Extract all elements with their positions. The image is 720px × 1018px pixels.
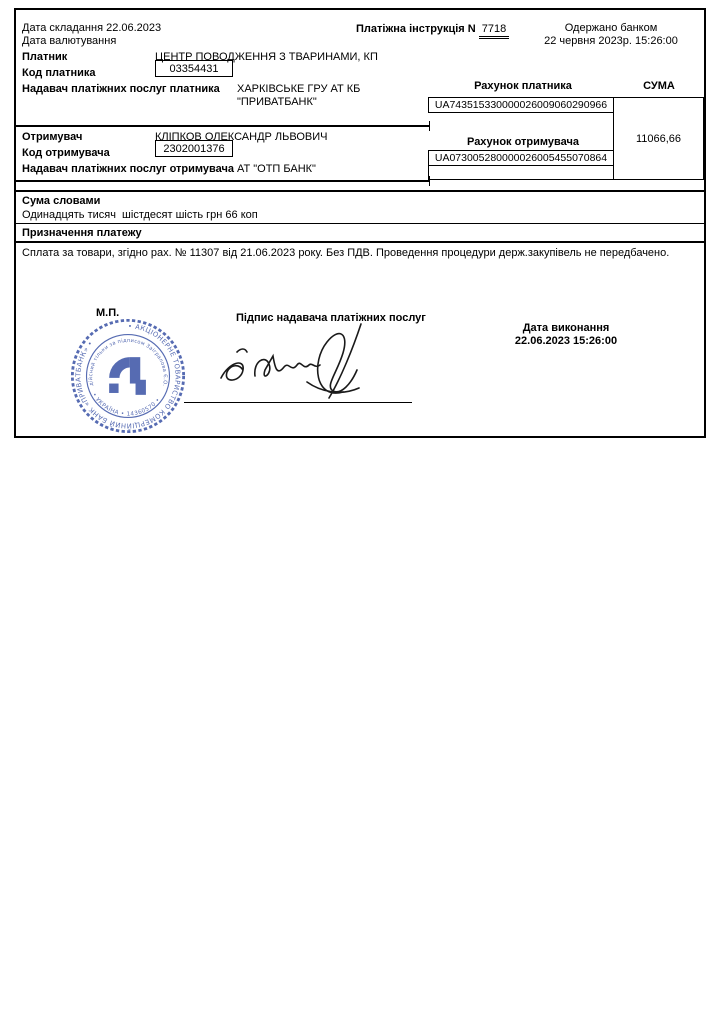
doc-title: Платіжна інструкція N xyxy=(356,23,476,35)
line-below-words xyxy=(16,223,704,224)
recipient-account-box xyxy=(428,150,614,166)
sum-words-label: Сума словами xyxy=(22,195,101,207)
signature-label: Підпис надавача платіжних послуг xyxy=(236,312,426,324)
payment-instruction-document xyxy=(14,8,706,438)
payer-code: 03354431 xyxy=(169,62,219,75)
divider-payer-recipient xyxy=(16,125,430,127)
recipient-bank-label: Надавач платіжних послуг отримувача xyxy=(22,163,234,175)
recipient-name: КЛІПКОВ ОЛЕКСАНДР ЛЬВОВИЧ xyxy=(155,131,328,143)
date-created: Дата складання 22.06.2023 xyxy=(22,22,162,34)
payer-account: UA743515330000026009060290966 xyxy=(434,99,608,111)
payer-code-label: Код платника xyxy=(22,67,96,79)
date-valuation: Дата валютування xyxy=(22,35,117,47)
payer-label: Платник xyxy=(22,51,68,63)
purpose-text: Сплата за товари, згідно рах. № 11307 від 21.06.2023 року. Без ПДВ. Проведення процедури держ.закупівель не передбачено. xyxy=(22,247,670,259)
divider-tick-2 xyxy=(429,176,430,186)
line-below-purpose-label xyxy=(16,241,704,243)
recipient-code-label: Код отримувача xyxy=(22,147,110,159)
line-above-words xyxy=(16,190,704,192)
sum-words: Одинадцять тисяч шістдесят шість грн 66 коп xyxy=(22,209,258,221)
execution-datetime: 22.06.2023 15:26:00 xyxy=(514,335,618,347)
stamp-outer-text: • АКЦІОНЕРНЕ ТОВАРИСТВО КОМЕРЦІЙНИЙ БАНК «ПРИВАТБАНК» • xyxy=(74,322,182,430)
stamp-inner-top-text: дійсний тільки за підписом Заігралова Є.О. xyxy=(88,337,168,388)
payer-name: ЦЕНТР ПОВОДЖЕННЯ З ТВАРИНАМИ, КП xyxy=(155,51,378,63)
received-by-bank-label: Одержано банком xyxy=(564,22,658,34)
recipient-label: Отримувач xyxy=(22,131,83,143)
divider-recipient-words xyxy=(16,180,430,182)
recipient-code: 2302001376 xyxy=(163,142,225,155)
purpose-label: Призначення платежу xyxy=(22,227,142,239)
recipient-account-label: Рахунок отримувача xyxy=(467,136,579,148)
recipient-bank: АТ "ОТП БАНК" xyxy=(237,163,316,175)
signature-line xyxy=(184,402,412,403)
divider-tick-1 xyxy=(429,121,430,131)
payer-bank xyxy=(237,83,360,109)
doc-title-line xyxy=(356,23,509,39)
payer-account-box xyxy=(428,97,614,113)
signature-icon xyxy=(191,320,411,404)
recipient-code-box xyxy=(155,140,233,157)
stamp-place-label: М.П. xyxy=(96,307,120,319)
sum-box xyxy=(613,97,704,180)
payer-bank-line1: ХАРКІВСЬКЕ ГРУ АТ КБ xyxy=(237,83,361,95)
recipient-account: UA073005280000026005455070864 xyxy=(434,152,608,164)
payer-bank-line2: "ПРИВАТБАНК" xyxy=(237,96,317,108)
received-datetime: 22 червня 2023р. 15:26:00 xyxy=(544,35,678,47)
payer-account-label: Рахунок платника xyxy=(474,80,572,92)
sum-label: СУМА xyxy=(643,80,675,92)
payer-bank-label: Надавач платіжних послуг платника xyxy=(22,83,220,95)
execution-block xyxy=(466,322,666,348)
sum-value: 11066,66 xyxy=(635,132,682,145)
execution-label: Дата виконання xyxy=(522,322,610,334)
received-block xyxy=(526,22,696,48)
stamp-inner-bottom-text: • УКРАЇНА • 14360570 • xyxy=(90,392,162,418)
payer-code-box xyxy=(155,60,233,77)
doc-number: 7718 xyxy=(479,23,509,39)
bank-stamp-icon xyxy=(62,310,194,442)
privatbank-logo-icon xyxy=(109,357,146,395)
empty-account-box xyxy=(428,165,614,180)
